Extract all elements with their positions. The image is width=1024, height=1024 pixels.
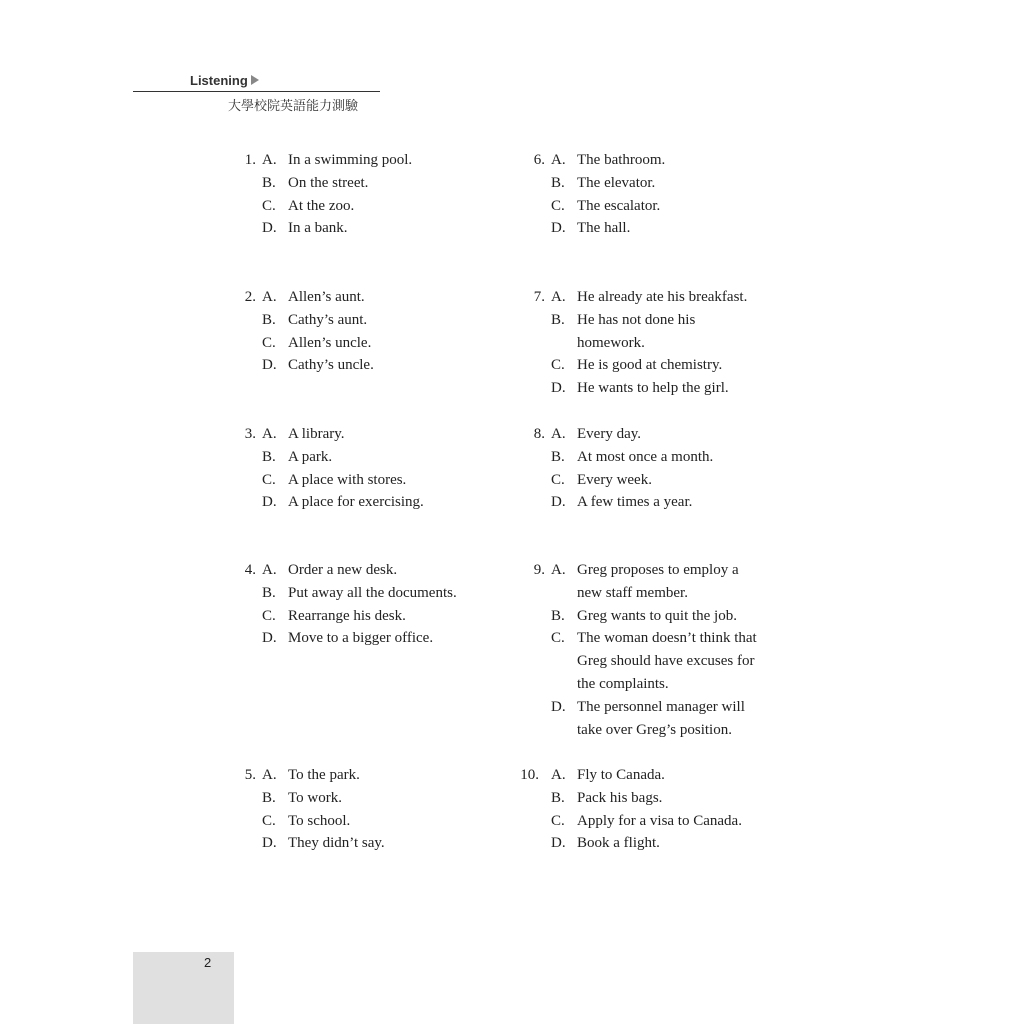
question-number: 10. (520, 767, 539, 783)
option-b: B. On the street. (262, 174, 369, 191)
header-rule (133, 91, 380, 92)
option-b: B. Greg wants to quit the job. (551, 607, 737, 624)
option-b: B. Cathy’s aunt. (262, 311, 368, 328)
question-number: 4. (244, 562, 256, 578)
page-number-box (133, 952, 234, 1024)
section-title: Listening (190, 73, 248, 88)
option-b: B. A park. (262, 448, 333, 465)
question-number: 1. (244, 152, 256, 168)
option-c: C. To school. (262, 812, 351, 829)
option-b: B. Put away all the documents. (262, 584, 457, 601)
option-c: C. Allen’s uncle. (262, 334, 372, 351)
question-number: 2. (244, 289, 256, 305)
option-b: B. To work. (262, 789, 342, 806)
option-a: A. He already ate his breakfast. (551, 289, 748, 305)
option-c: C. A place with stores. (262, 471, 407, 488)
option-a: A. Fly to Canada. (551, 767, 665, 783)
option-c: C. The escalator. (551, 197, 661, 214)
page-number: 2 (204, 955, 212, 970)
option-a: A. The bathroom. (551, 152, 666, 168)
option-d: D. Cathy’s uncle. (262, 357, 374, 374)
option-d: D. Book a flight. (551, 835, 660, 852)
option-c: C. Apply for a visa to Canada. (551, 812, 742, 829)
question-5 (236, 764, 385, 855)
option-b: B. He has not done his homework. (551, 311, 696, 351)
option-b: B. Pack his bags. (551, 789, 663, 806)
question-number: 6. (533, 152, 545, 168)
question-7 (525, 286, 747, 400)
question-10 (517, 764, 742, 855)
option-d: D. The personnel manager will take over Greg’s position. (551, 698, 745, 738)
option-d: D. In a bank. (262, 220, 348, 237)
question-4 (236, 559, 457, 650)
option-c: C. The woman doesn’t think that Greg should have excuses for the complaints. (551, 630, 757, 692)
option-a: A. A library. (262, 426, 345, 442)
option-b: B. The elevator. (551, 174, 656, 191)
option-a: A. In a swimming pool. (262, 152, 413, 168)
option-d: D. He wants to help the girl. (551, 380, 729, 397)
question-8 (525, 423, 713, 514)
option-c: C. Every week. (551, 471, 652, 488)
question-9 (525, 559, 757, 741)
option-c: C. He is good at chemistry. (551, 357, 723, 374)
question-number: 3. (244, 426, 256, 442)
question-number: 8. (533, 426, 545, 442)
option-d: D. Move to a bigger office. (262, 630, 434, 647)
play-arrow-icon (251, 75, 259, 85)
question-2 (236, 286, 374, 377)
test-subtitle: 大學校院英語能力測驗 (228, 99, 359, 114)
option-d: D. A place for exercising. (262, 494, 424, 511)
option-d: D. A few times a year. (551, 494, 693, 511)
option-b: B. At most once a month. (551, 448, 714, 465)
option-a: A. To the park. (262, 767, 360, 783)
option-a: A. Allen’s aunt. (262, 289, 365, 305)
question-3 (236, 423, 424, 514)
question-number: 7. (533, 289, 545, 305)
option-a: A. Order a new desk. (262, 562, 398, 578)
option-a: A. Every day. (551, 426, 641, 442)
option-a: A. Greg proposes to employ a new staff member. (551, 562, 739, 601)
option-d: D. The hall. (551, 220, 631, 237)
option-d: D. They didn’t say. (262, 835, 385, 852)
question-number: 9. (533, 562, 545, 578)
option-c: C. At the zoo. (262, 197, 355, 214)
option-c: C. Rearrange his desk. (262, 607, 406, 624)
question-6 (525, 149, 665, 240)
question-1 (236, 149, 412, 240)
question-number: 5. (244, 767, 256, 783)
